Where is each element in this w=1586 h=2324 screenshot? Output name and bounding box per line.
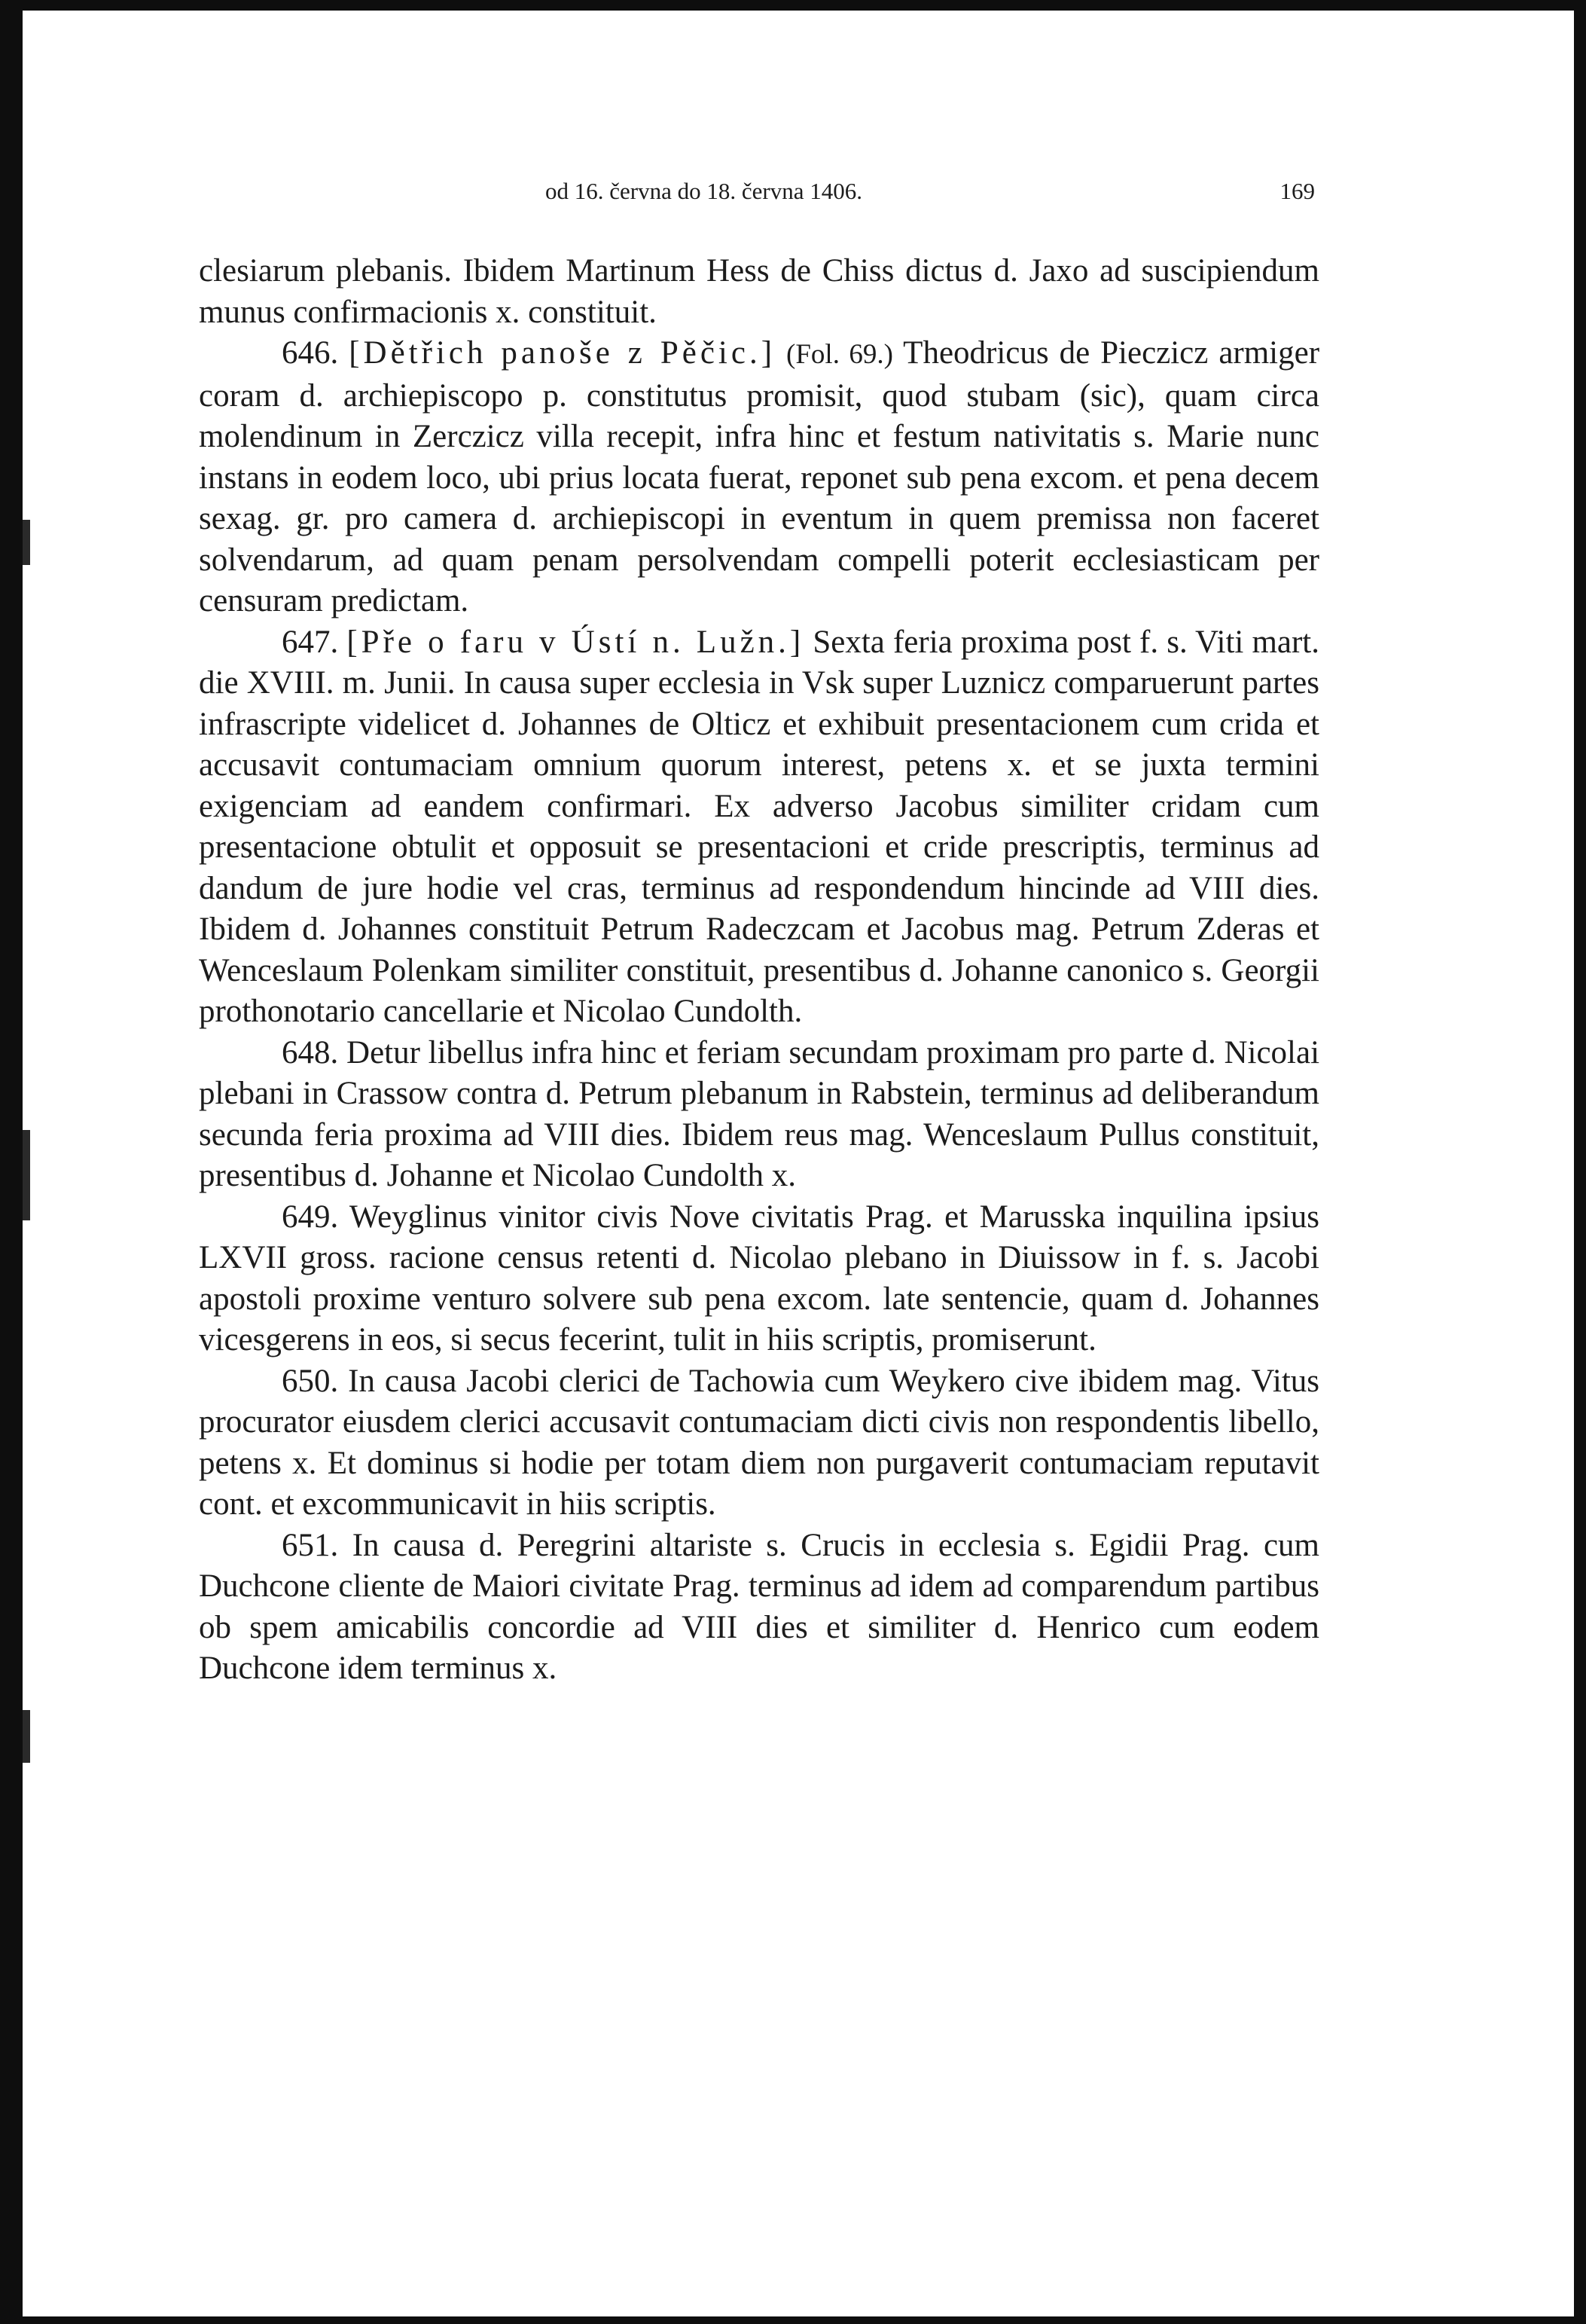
entry-646 (199, 333, 1319, 622)
entry-heading: [Dětřich panoše z Pěčic.] (349, 335, 776, 371)
page-number: 169 (1279, 178, 1315, 204)
entry-number: 647. (282, 624, 339, 660)
entry-649 (199, 1197, 1319, 1361)
entry-text: Sexta feria proxima post f. s. Viti mart. die XVIII. m. Junii. In causa super ecclesia in Vsk super Luznicz comparuerunt partes infrascripte videlicet d. Johannes de Olticz et exhibuit presentacionem cum crida et accusavit contumaciam omnium quorum interest, petens x. et se juxta termini exigenciam ad eandem confirmari. Ex adverso Jacobus similiter cridam cum presentacione obtulit et opposuit se presentacioni et cride prescriptis, terminus ad dandum de jure hodie vel cras, terminus ad respondendum hincinde ad VIII dies. Ibidem d. Johannes constituit Petrum Radeczcam et Jacobus mag. Petrum Zderas et Wenceslaum Polenkam similiter constituit, presentibus d. Johanne canonico s. Georgii prothonotario cancellarie et Nicolao Cundolth. (199, 624, 1320, 1029)
folio-reference: (Fol. 69.) (786, 339, 893, 370)
entry-647 (199, 622, 1319, 1033)
entry-number: 649. (282, 1199, 339, 1235)
scan-artifact (23, 1710, 30, 1763)
entry-text: Detur libellus infra hinc et feriam secundam proximam pro parte d. Nicolai plebani in Crassow contra d. Petrum plebanum in Rabstein, terminus ad deliberandum secunda feria proxima ad VIII dies. Ibidem reus mag. Wenceslaum Pullus constituit, presentibus d. Johanne et Nicolao Cundolth x. (199, 1034, 1320, 1193)
entry-text: In causa d. Peregrini altariste s. Crucis in ecclesia s. Egidii Prag. cum Duchcone cliente de Maiori civitate Prag. terminus ad idem ad comparendum partibus ob spem amicabilis concordie ad VIII dies et similiter d. Henrico cum eodem Duchcone idem terminus x. (199, 1527, 1320, 1686)
entry-number: 650. (282, 1363, 339, 1399)
scan-border-left (0, 0, 23, 2324)
entry-text: Weyglinus vinitor civis Nove civitatis Prag. et Marusska inquilina ipsius LXVII gross. racione census retenti d. Nicolao plebano in Diuissow in f. s. Jacobi apostoli proxime venturo solvere sub pena excom. late sentencie, quam d. Johannes vicesgerens in eos, si secus fecerint, tulit in hiis scriptis, promiserunt. (199, 1199, 1319, 1357)
scan-border-bottom (0, 2316, 1586, 2324)
running-head (199, 172, 1336, 209)
entry-number: 648. (282, 1034, 339, 1070)
running-title: od 16. června do 18. června 1406. (545, 178, 862, 204)
entry-651 (199, 1525, 1319, 1690)
scan-artifact (23, 520, 30, 565)
entry-number: 651. (282, 1527, 339, 1563)
entry-number: 646. (282, 335, 339, 371)
entry-650 (199, 1361, 1319, 1525)
entry-text: Theodricus de Pieczicz armiger coram d. archiepiscopo p. constitutus promisit, quod stubam (sic), quam circa molendinum in Zerczicz villa recepit, infra hinc et festum nativitatis s. Marie nunc instans in eodem loco, ubi prius locata fuerat, reponet sub pena excom. et pena decem sexag. gr. pro camera d. archiepiscopi in eventum in quem premissa non faceret solvendarum, ad quam penam persolvendam compelli poterit ecclesiasticam per censuram predictam. (199, 335, 1320, 618)
entry-648 (199, 1033, 1319, 1197)
paragraph-continued (199, 251, 1319, 333)
scan-border-top (0, 0, 1586, 11)
entry-heading: [Pře o faru v Ústí n. Lužn.] (346, 624, 805, 660)
paragraph-text: clesiarum plebanis. Ibidem Martinum Hess de Chiss dictus d. Jaxo ad suscipiendum munus confirmacionis x. constituit. (199, 253, 1319, 330)
scan-border-right (1574, 0, 1586, 2324)
entry-text: In causa Jacobi clerici de Tachowia cum Weykero cive ibidem mag. Vitus procurator eiusdem clerici accusavit contumaciam dicti civis non respondentis libello, petens x. Et dominus si hodie per totam diem non purgaverit contumaciam reputavit cont. et excommunicavit in hiis scriptis. (199, 1363, 1319, 1522)
page-body (199, 251, 1319, 1690)
scan-artifact (23, 1130, 30, 1220)
